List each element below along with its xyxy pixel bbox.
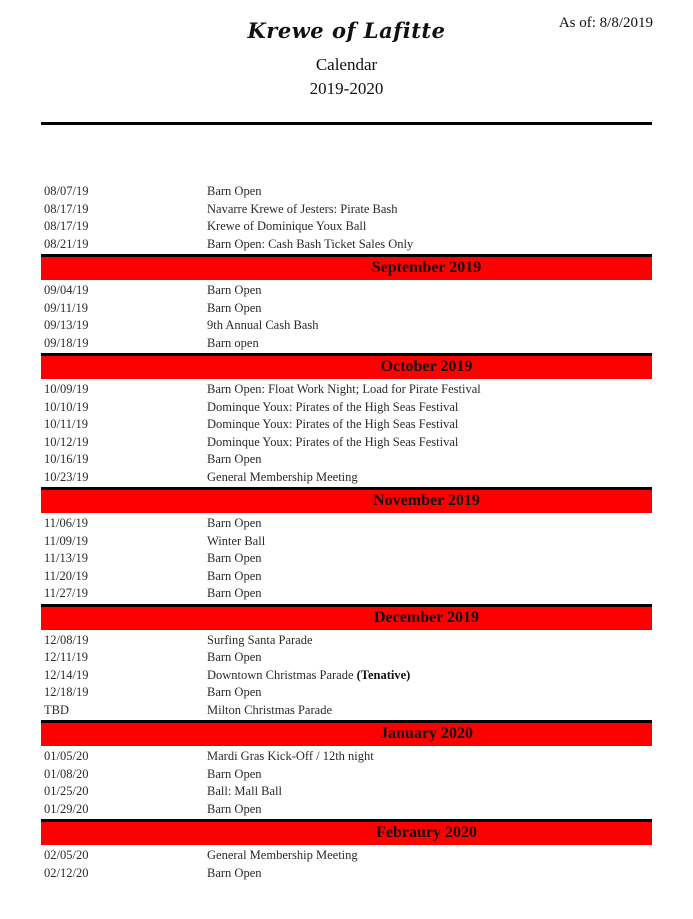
event-description xyxy=(207,748,374,766)
event-title: Winter Ball xyxy=(207,533,266,548)
event-date: 10/11/19 xyxy=(44,417,88,431)
event-date: 09/04/19 xyxy=(44,283,89,297)
month-header: December 2019 xyxy=(41,604,652,630)
event-schedule xyxy=(41,183,652,882)
event-date: 10/10/19 xyxy=(44,399,89,414)
event-title: Barn Open xyxy=(207,650,262,664)
month-header: January 2020 xyxy=(41,720,652,746)
event-description xyxy=(207,399,458,417)
event-date: 09/18/19 xyxy=(44,335,89,350)
event-row xyxy=(41,335,652,353)
event-description xyxy=(207,632,313,650)
event-date: 11/09/19 xyxy=(44,533,88,548)
event-title: General Membership Meeting xyxy=(207,848,358,862)
event-description xyxy=(207,568,262,586)
event-title: Barn Open xyxy=(207,283,262,297)
event-title: Barn Open xyxy=(207,685,262,699)
event-date: 12/11/19 xyxy=(44,650,88,664)
event-date: 09/13/19 xyxy=(44,318,89,332)
event-description xyxy=(207,183,262,201)
event-description xyxy=(207,335,259,353)
as-of-date: As of: 8/8/2019 xyxy=(558,15,653,31)
event-date: 11/27/19 xyxy=(44,586,88,600)
event-date: 11/20/19 xyxy=(44,568,88,583)
event-description xyxy=(207,416,458,434)
event-row xyxy=(41,550,652,568)
event-row xyxy=(41,218,652,236)
event-row xyxy=(41,381,652,399)
event-description xyxy=(207,783,282,801)
event-note: (Tenative) xyxy=(356,667,411,682)
event-description xyxy=(207,649,262,667)
event-title: Barn Open xyxy=(207,586,262,600)
event-row xyxy=(41,684,652,702)
event-title: Surfing Santa Parade xyxy=(207,632,313,647)
event-description xyxy=(207,300,262,318)
event-row xyxy=(41,783,652,801)
event-row xyxy=(41,317,652,335)
event-date: 10/16/19 xyxy=(44,452,89,466)
event-description xyxy=(207,451,262,469)
header-divider xyxy=(41,122,652,125)
event-description xyxy=(207,317,318,335)
event-title: 9th Annual Cash Bash xyxy=(207,318,319,332)
event-row xyxy=(41,416,652,434)
event-title: Dominque Youx: Pirates of the High Seas Festival xyxy=(207,434,459,449)
event-title: Barn Open xyxy=(207,551,262,565)
event-title: Ball: Mall Ball xyxy=(207,784,282,798)
event-description xyxy=(207,515,262,533)
event-date: 12/08/19 xyxy=(44,632,89,647)
event-description xyxy=(207,801,262,819)
event-title: Navarre Krewe of Jesters: Pirate Bash xyxy=(207,201,398,216)
event-title: Barn Open xyxy=(207,568,262,583)
event-description xyxy=(207,381,481,399)
event-date: 12/14/19 xyxy=(44,667,89,682)
event-row xyxy=(41,702,652,720)
organization-name: Krewe of Lafitte xyxy=(247,18,446,43)
event-row xyxy=(41,748,652,766)
month-header: September 2019 xyxy=(41,254,652,280)
event-description xyxy=(207,469,358,487)
event-date: 10/09/19 xyxy=(44,382,89,396)
event-title: Barn Open xyxy=(207,801,262,816)
event-row xyxy=(41,399,652,417)
event-date: 10/12/19 xyxy=(44,434,89,449)
event-row xyxy=(41,469,652,487)
event-row xyxy=(41,667,652,685)
document-title: Calendar xyxy=(315,55,378,74)
month-header: October 2019 xyxy=(41,353,652,379)
event-date: 10/23/19 xyxy=(44,469,89,484)
event-description xyxy=(207,201,398,219)
event-description xyxy=(207,533,265,551)
event-title: Krewe of Dominique Youx Ball xyxy=(207,219,367,233)
event-row xyxy=(41,865,652,883)
event-row xyxy=(41,847,652,865)
event-row xyxy=(41,766,652,784)
event-description xyxy=(207,585,262,603)
event-date: 01/05/20 xyxy=(44,749,89,763)
event-row xyxy=(41,632,652,650)
month-header: Febraury 2020 xyxy=(41,819,652,845)
event-row xyxy=(41,515,652,533)
event-row xyxy=(41,434,652,452)
event-title: Barn Open: Cash Bash Ticket Sales Only xyxy=(207,236,414,251)
event-date: TBD xyxy=(44,702,69,717)
event-title: Barn Open xyxy=(207,516,262,530)
event-row xyxy=(41,649,652,667)
event-row xyxy=(41,533,652,551)
event-title: Milton Christmas Parade xyxy=(207,702,332,717)
event-title: Barn Open xyxy=(207,865,262,880)
event-title: Barn Open: Float Work Night; Load for Pirate Festival xyxy=(207,382,481,396)
event-description xyxy=(207,550,262,568)
event-title: Barn open xyxy=(207,335,259,350)
event-row xyxy=(41,568,652,586)
event-title: Dominque Youx: Pirates of the High Seas Festival xyxy=(207,399,459,414)
event-date: 11/06/19 xyxy=(44,516,88,530)
event-description xyxy=(207,434,458,452)
event-date: 02/12/20 xyxy=(44,865,89,880)
month-header: November 2019 xyxy=(41,487,652,513)
event-title: Barn Open xyxy=(207,766,262,781)
document-years: 2019-2020 xyxy=(309,79,384,98)
event-date: 08/07/19 xyxy=(44,184,89,198)
event-row xyxy=(41,282,652,300)
event-row xyxy=(41,300,652,318)
event-date: 08/21/19 xyxy=(44,236,89,251)
event-row xyxy=(41,585,652,603)
event-description xyxy=(207,282,262,300)
event-description xyxy=(207,218,366,236)
event-title: General Membership Meeting xyxy=(207,469,358,484)
event-description xyxy=(207,667,410,685)
event-date: 11/13/19 xyxy=(44,551,88,565)
event-date: 09/11/19 xyxy=(44,300,88,315)
event-row xyxy=(41,183,652,201)
event-date: 01/25/20 xyxy=(44,784,89,798)
event-date: 08/17/19 xyxy=(44,219,89,233)
event-title: Downtown Christmas Parade xyxy=(207,667,354,682)
event-title: Barn Open xyxy=(207,300,262,315)
event-description xyxy=(207,865,262,883)
event-description xyxy=(207,847,358,865)
event-title: Barn Open xyxy=(207,452,262,466)
event-date: 01/29/20 xyxy=(44,801,89,816)
event-description xyxy=(207,236,413,254)
event-date: 02/05/20 xyxy=(44,848,89,862)
event-title: Dominque Youx: Pirates of the High Seas Festival xyxy=(207,417,459,431)
event-row xyxy=(41,236,652,254)
event-description xyxy=(207,684,262,702)
event-date: 01/08/20 xyxy=(44,766,89,781)
event-date: 12/18/19 xyxy=(44,685,89,699)
event-date: 08/17/19 xyxy=(44,201,89,216)
event-row xyxy=(41,801,652,819)
event-row xyxy=(41,451,652,469)
event-description xyxy=(207,766,262,784)
event-row xyxy=(41,201,652,219)
event-description xyxy=(207,702,332,720)
event-title: Mardi Gras Kick-Off / 12th night xyxy=(207,749,374,763)
event-title: Barn Open xyxy=(207,184,262,198)
